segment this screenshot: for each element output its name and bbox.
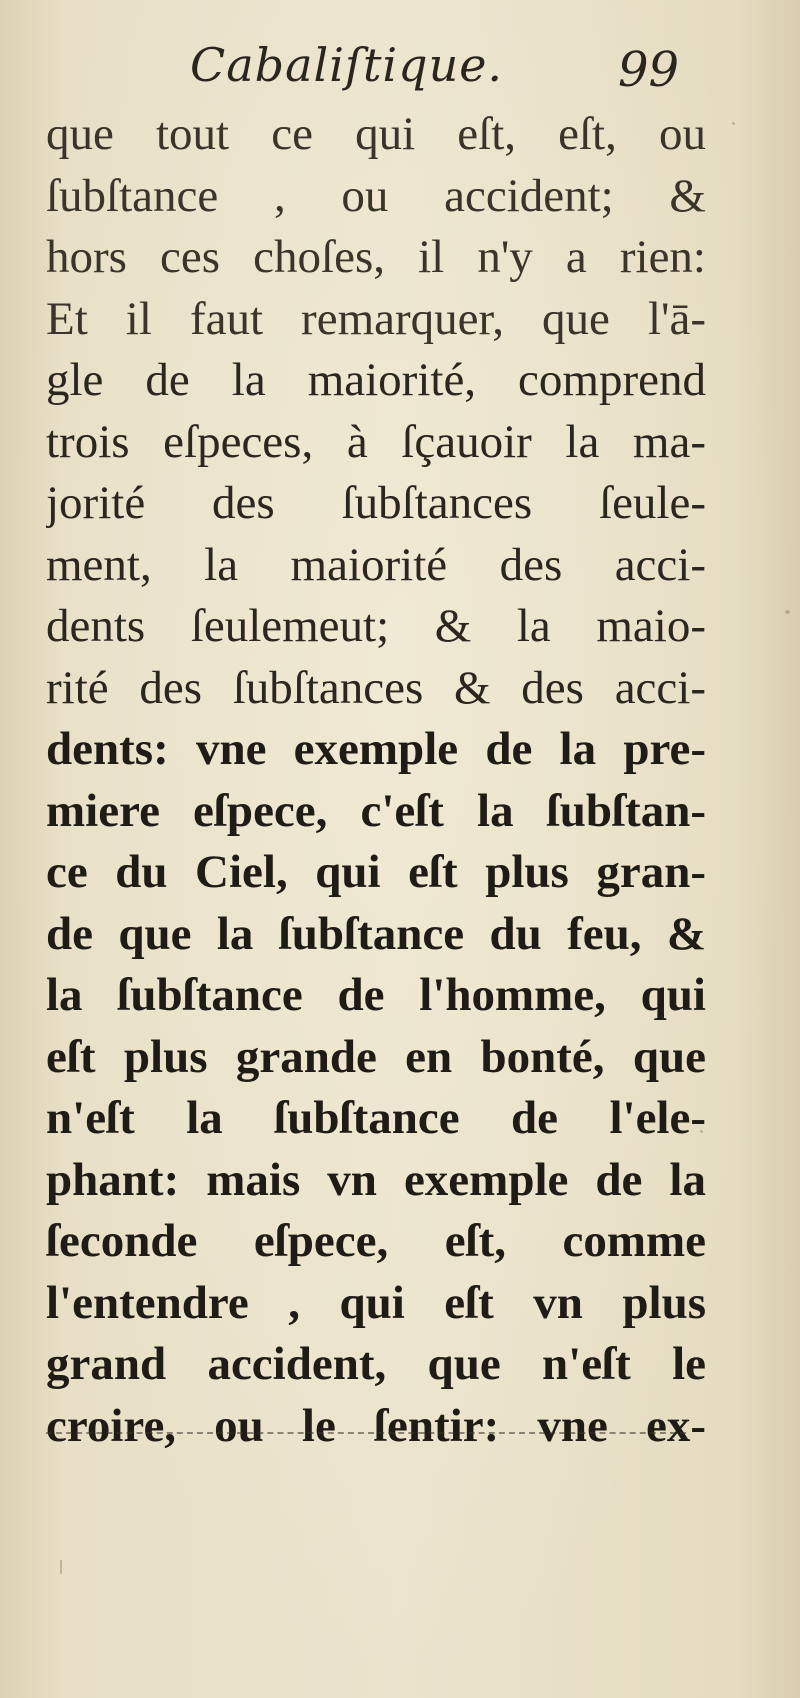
text-line: eſt plus grande en bonté, que: [46, 1030, 706, 1083]
text-line: Et il faut remarquer, que l'ā-: [46, 292, 706, 345]
text-line: la ſubſtance de l'homme, qui: [46, 969, 706, 1021]
text-line: hors ces choſes, il n'y a rien:: [46, 231, 706, 283]
paper-speck: [785, 610, 790, 614]
text-line: ment, la maiorité des acci-: [46, 538, 706, 591]
text-line: dents ſeulemeut; & la maio-: [46, 600, 706, 652]
text-line: que tout ce qui eſt, eſt, ou: [46, 108, 706, 160]
text-line: ce du Ciel, qui eſt plus gran-: [46, 846, 706, 898]
text-line: croire, ou le ſentir: vne ex-: [46, 1399, 706, 1452]
paper-speck: [732, 122, 735, 125]
text-line: dents: vne exemple de la pre-: [46, 723, 706, 775]
text-line: phant: mais vn exemple de la: [46, 1153, 706, 1206]
text-line: gle de la maiorité, comprend: [46, 354, 706, 406]
text-line: grand accident, que n'eſt le: [46, 1338, 706, 1390]
body-text: [46, 104, 706, 1457]
paper-speck: [60, 1560, 62, 1574]
text-line: l'entendre , qui eſt vn plus: [46, 1276, 706, 1329]
text-line: n'eſt la ſubſtance de l'ele-: [46, 1092, 706, 1144]
page-header: [0, 30, 800, 110]
catchword-rule: [46, 1432, 686, 1434]
running-title: Cabaliſtique.: [190, 38, 504, 92]
text-line: trois eſpeces, à ſçauoir la ma-: [46, 415, 706, 468]
text-line: ſeconde eſpece, eſt, comme: [46, 1215, 706, 1267]
text-line: jorité des ſubſtances ſeule-: [46, 477, 706, 529]
text-line: ſubſtance , ou accident; &: [46, 169, 706, 222]
text-line: de que la ſubſtance du feu, &: [46, 907, 706, 960]
text-line: rité des ſubſtances & des acci-: [46, 661, 706, 714]
text-line: miere eſpece, c'eſt la ſubſtan-: [46, 784, 706, 837]
paper-speck: [700, 1130, 703, 1133]
page-number: 99: [618, 42, 680, 98]
